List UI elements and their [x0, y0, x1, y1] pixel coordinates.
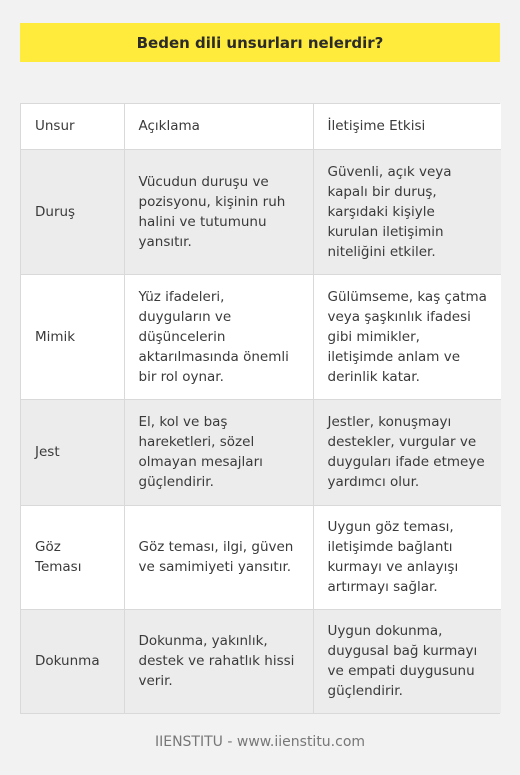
cell-effect: Uygun dokunma, duygusal bağ kurmayı ve empati duygusunu güçlendirir.: [313, 609, 501, 713]
column-header-element: Unsur: [21, 104, 124, 149]
cell-description: Yüz ifadeleri, duyguların ve düşüncelerin aktarılmasında önemli bir rol oynar.: [124, 274, 313, 399]
table-row: [21, 274, 501, 399]
cell-description: Göz teması, ilgi, güven ve samimiyeti yansıtır.: [124, 505, 313, 609]
cell-effect: Uygun göz teması, iletişimde bağlantı kurmayı ve anlayışı artırmayı sağlar.: [313, 505, 501, 609]
page-title: Beden dili unsurları nelerdir?: [136, 33, 384, 52]
table-row: [21, 609, 501, 713]
cell-element: Duruş: [21, 149, 124, 274]
cell-description: Vücudun duruşu ve pozisyonu, kişinin ruh halini ve tutumunu yansıtır.: [124, 149, 313, 274]
cell-effect: Jestler, konuşmayı destekler, vurgular ve duyguları ifade etmeye yardımcı olur.: [313, 399, 501, 505]
table-row: [21, 505, 501, 609]
table-row: [21, 399, 501, 505]
column-header-description: Açıklama: [124, 104, 313, 149]
info-table: [20, 103, 500, 714]
title-banner: [20, 23, 500, 62]
column-header-effect: İletişime Etkisi: [313, 104, 501, 149]
footer-credit: IIENSTITU - www.iienstitu.com: [154, 734, 366, 750]
table-header-row: [21, 104, 501, 149]
cell-effect: Güvenli, açık veya kapalı bir duruş, karşıdaki kişiyle kurulan iletişimin niteliğini etkiler.: [313, 149, 501, 274]
cell-effect: Gülümseme, kaş çatma veya şaşkınlık ifadesi gibi mimikler, iletişimde anlam ve derinlik katar.: [313, 274, 501, 399]
table-row: [21, 149, 501, 274]
cell-element: Göz Teması: [21, 505, 124, 609]
cell-element: Jest: [21, 399, 124, 505]
cell-element: Dokunma: [21, 609, 124, 713]
cell-element: Mimik: [21, 274, 124, 399]
cell-description: El, kol ve baş hareketleri, sözel olmayan mesajları güçlendirir.: [124, 399, 313, 505]
cell-description: Dokunma, yakınlık, destek ve rahatlık hissi verir.: [124, 609, 313, 713]
